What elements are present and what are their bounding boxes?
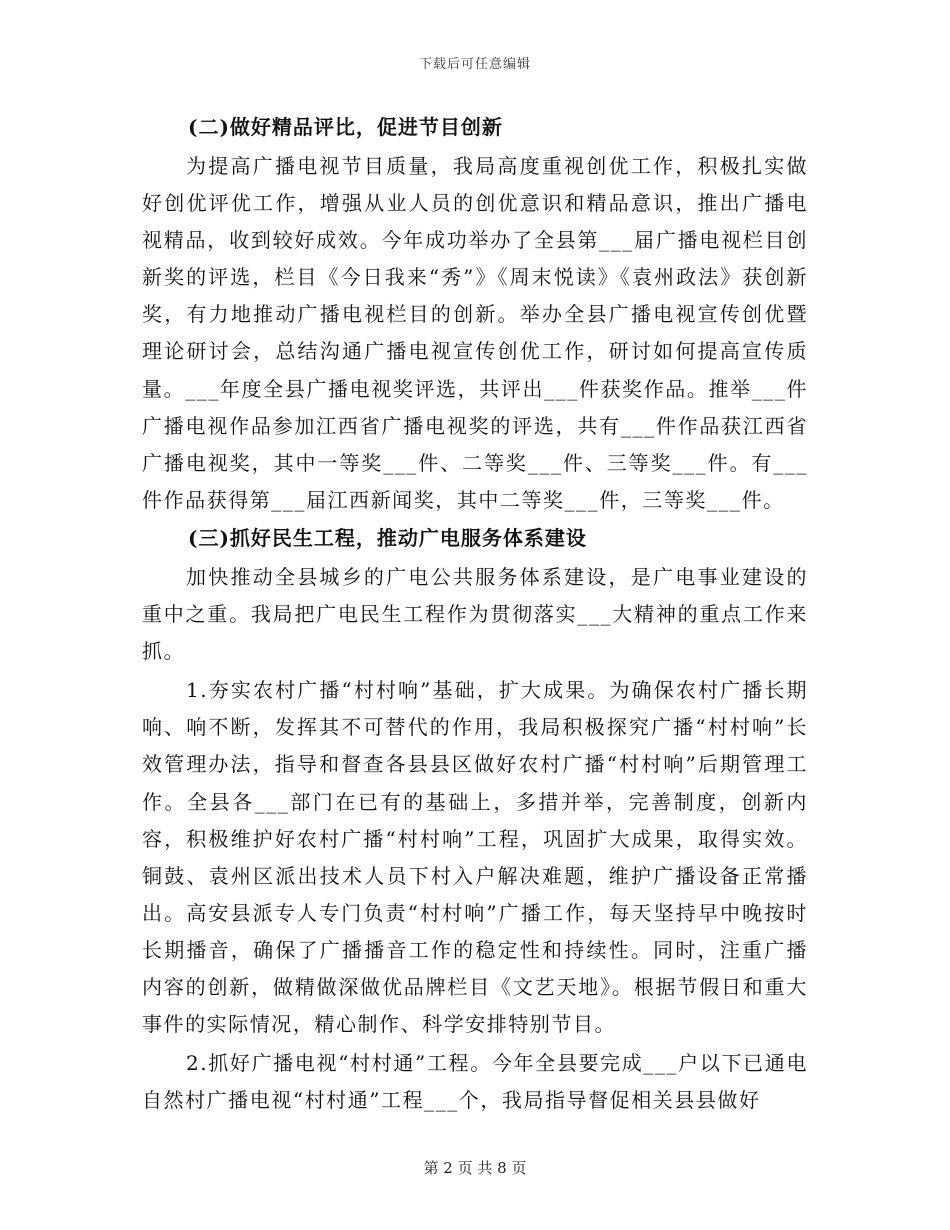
document-body (142, 110, 808, 1121)
paragraph-public-service-intro: 加快推动全县城乡的广电公共服务体系建设，是广电事业建设的重中之重。我局把广电民生工程作为贯彻落实___大精神的重点工作来抓。 (142, 564, 808, 664)
section-heading-2: (二)做好精品评比，促进节目创新 (188, 115, 503, 139)
paragraph-item-2: 2.抓好广播电视“村村通”工程。今年全县要完成___户以下已通电自然村广播电视“村村通”工程___个，我局指导督促相关县县做好 (142, 1051, 808, 1113)
page-number-footer: 第 2 页 共 8 页 (423, 1159, 527, 1177)
paragraph-item-1: 1.夯实农村广播“村村响”基础，扩大成果。为确保农村广播长期响、响不断，发挥其不可替代的作用，我局积极探究广播“村村响”长效管理办法，指导和督查各县县区做好农村广播“村村响”后期管理工作。全县各___部门在已有的基础上，多措并举，完善制度，创新内容，积极维护好农村广播“村村响”工程，巩固扩大成果，取得实效。铜鼓、袁州区派出技术人员下村入户解决难题，维护广播设备正常播出。高安县派专人专门负责“村村响”广播工作，每天坚持早中晚按时长期播音，确保了广播播音工作的稳定性和持续性。同时，注重广播内容的创新，做精做深做优品牌栏目《文艺天地》。根据节假日和重大事件的实际情况，精心制作、科学安排特别节目。 (142, 678, 808, 1037)
paragraph-awards: 为提高广播电视节目质量，我局高度重视创优工作，积极扎实做好创优评优工作，增强从业人员的创优意识和精品意识，推出广播电视精品，收到较好成效。今年成功举办了全县第___届广播电视栏目创新奖的评选，栏目《今日我来“秀”》《周末悦读》《袁州政法》获创新奖，有力地推动广播电视栏目的创新。举办全县广播电视宣传创优暨理论研讨会，总结沟通广播电视宣传创优工作，研讨如何提高宣传质量。___年度全县广播电视奖评选，共评出___件获奖作品。推举___件广播电视作品参加江西省广播电视奖的评选，共有___件作品获江西省广播电视奖，其中一等奖___件、二等奖___件、三等奖___件。有___件作品获得第___届江西新闻奖，其中二等奖___件，三等奖___件。 (142, 154, 808, 512)
page-header: 下载后可任意编辑 (418, 57, 531, 72)
section-heading-3: (三)抓好民生工程，推动广电服务体系建设 (188, 525, 587, 550)
